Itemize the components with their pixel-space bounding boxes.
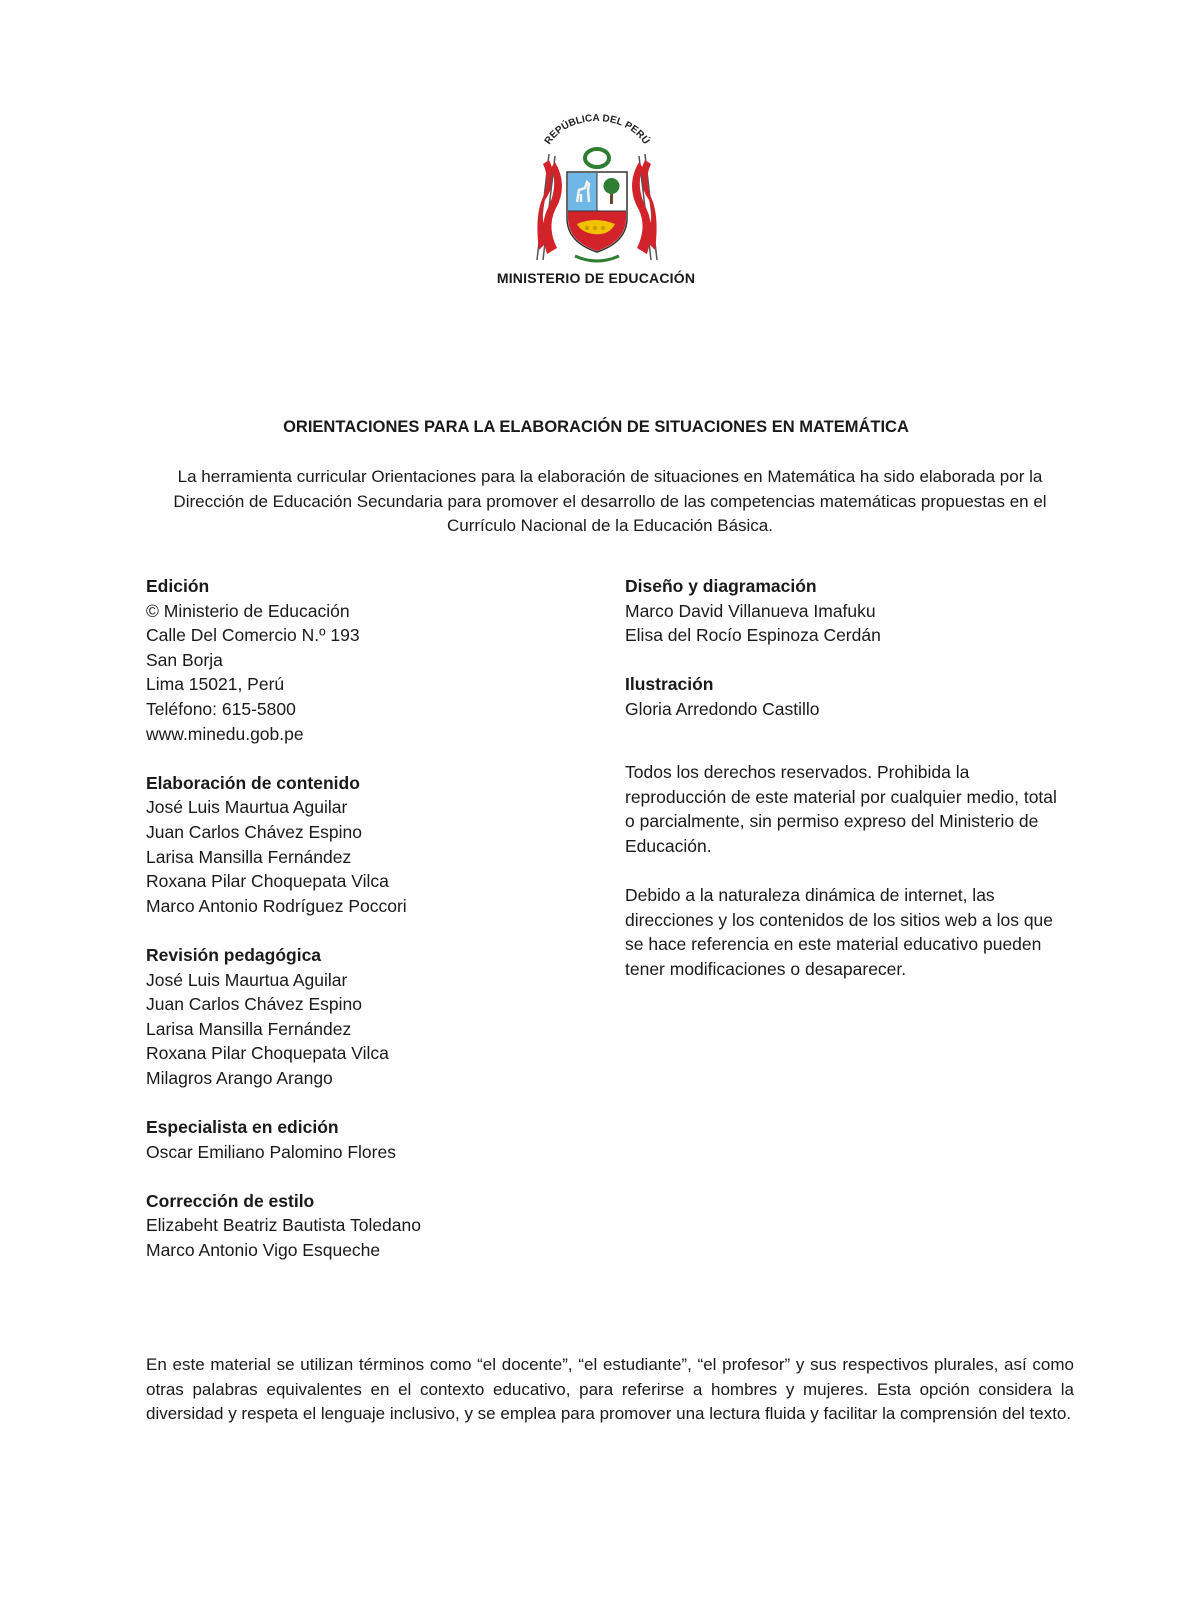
website-text: www.minedu.gob.pe bbox=[146, 723, 304, 744]
credit-line: Oscar Emiliano Palomino Flores bbox=[146, 1141, 396, 1162]
credits-right-column bbox=[625, 574, 1065, 1006]
internet-disclaimer-paragraph: Debido a la naturaleza dinámica de internet, las direcciones y los contenidos de los sitios web a los que se hace referencia en este material educativo pueden tener modificaciones o desaparecer. bbox=[625, 885, 1054, 979]
credit-line: Marco Antonio Rodríguez Poccori bbox=[146, 895, 407, 916]
credit-line: © Ministerio de Educación bbox=[146, 600, 350, 621]
rights-paragraph: Todos los derechos reservados. Prohibida la reproducción de este material por cualquier medio, total o parcialmente, sin permiso expreso del Ministerio de Educación. bbox=[625, 762, 1057, 856]
document-title: ORIENTACIONES PARA LA ELABORACIÓN DE SITUACIONES EN MATEMÁTICA bbox=[283, 418, 909, 436]
credit-line: Larisa Mansilla Fernández bbox=[146, 1018, 352, 1039]
credits-section-revision bbox=[146, 943, 586, 1091]
section-heading: Revisión pedagógica bbox=[146, 944, 322, 965]
credit-line: Larisa Mansilla Fernández bbox=[146, 846, 352, 867]
credit-line: Elizabeht Beatriz Bautista Toledano bbox=[146, 1215, 421, 1236]
credit-line: Juan Carlos Chávez Espino bbox=[146, 821, 362, 842]
inclusive-language-note: En este material se utilizan términos como “el docente”, “el estudiante”, “el profesor” y sus respectivos plurales, así como otras palabras equivalentes en el contexto educativo, para referirse a hombres y mujeres. Esta opción considera la diversidad y respeta el lenguaje inclusivo, y se emplea para promover una lectura fluida y facilitar la comprensión del texto. bbox=[146, 1355, 1074, 1423]
credits-section-edicion bbox=[146, 574, 586, 746]
section-heading: Especialista en edición bbox=[146, 1117, 339, 1138]
credits-section-especialista bbox=[146, 1115, 586, 1164]
peru-coat-of-arms-logo bbox=[535, 110, 659, 270]
credit-line: Teléfono: 615-5800 bbox=[146, 698, 296, 719]
credit-line: San Borja bbox=[146, 649, 223, 670]
credit-line: Roxana Pilar Choquepata Vilca bbox=[146, 1043, 389, 1064]
svg-text:REPÚBLICA DEL PERÚ: REPÚBLICA DEL PERÚ bbox=[542, 112, 652, 147]
credit-line: Gloria Arredondo Castillo bbox=[625, 698, 820, 719]
credit-line: Milagros Arango Arango bbox=[146, 1067, 333, 1088]
section-heading: Ilustración bbox=[625, 674, 714, 695]
credits-section-diseno bbox=[625, 574, 1065, 648]
credit-line: Lima 15021, Perú bbox=[146, 674, 285, 695]
section-heading: Elaboración de contenido bbox=[146, 772, 360, 793]
section-heading: Diseño y diagramación bbox=[625, 576, 817, 596]
credit-line: José Luis Maurtua Aguilar bbox=[146, 797, 348, 818]
credit-line: Roxana Pilar Choquepata Vilca bbox=[146, 871, 389, 892]
intro-paragraph: La herramienta curricular Orientaciones para la elaboración de situaciones en Matemática ha sido elaborada por la Dirección de Educación Secundaria para promover el desarrollo de las competencias matemáticas propuestas en el Currículo Nacional de la Educación Básica. bbox=[173, 467, 1047, 535]
credit-line: Elisa del Rocío Espinoza Cerdán bbox=[625, 625, 881, 646]
credit-line: Calle Del Comercio N.º 193 bbox=[146, 625, 360, 646]
credits-section-correccion bbox=[146, 1189, 586, 1263]
credits-section-contenido bbox=[146, 771, 586, 919]
ministry-name: MINISTERIO DE EDUCACIÓN bbox=[496, 270, 696, 286]
credits-left-column bbox=[146, 574, 586, 1287]
spacer bbox=[625, 746, 1065, 760]
credit-line: Marco David Villanueva Imafuku bbox=[625, 600, 876, 621]
credit-line: Marco Antonio Vigo Esqueche bbox=[146, 1240, 381, 1261]
section-heading: Corrección de estilo bbox=[146, 1190, 315, 1211]
credits-section-ilustracion bbox=[625, 672, 1065, 721]
credit-line: Juan Carlos Chávez Espino bbox=[146, 994, 362, 1015]
section-heading: Edición bbox=[146, 576, 210, 596]
credit-line: José Luis Maurtua Aguilar bbox=[146, 969, 348, 990]
